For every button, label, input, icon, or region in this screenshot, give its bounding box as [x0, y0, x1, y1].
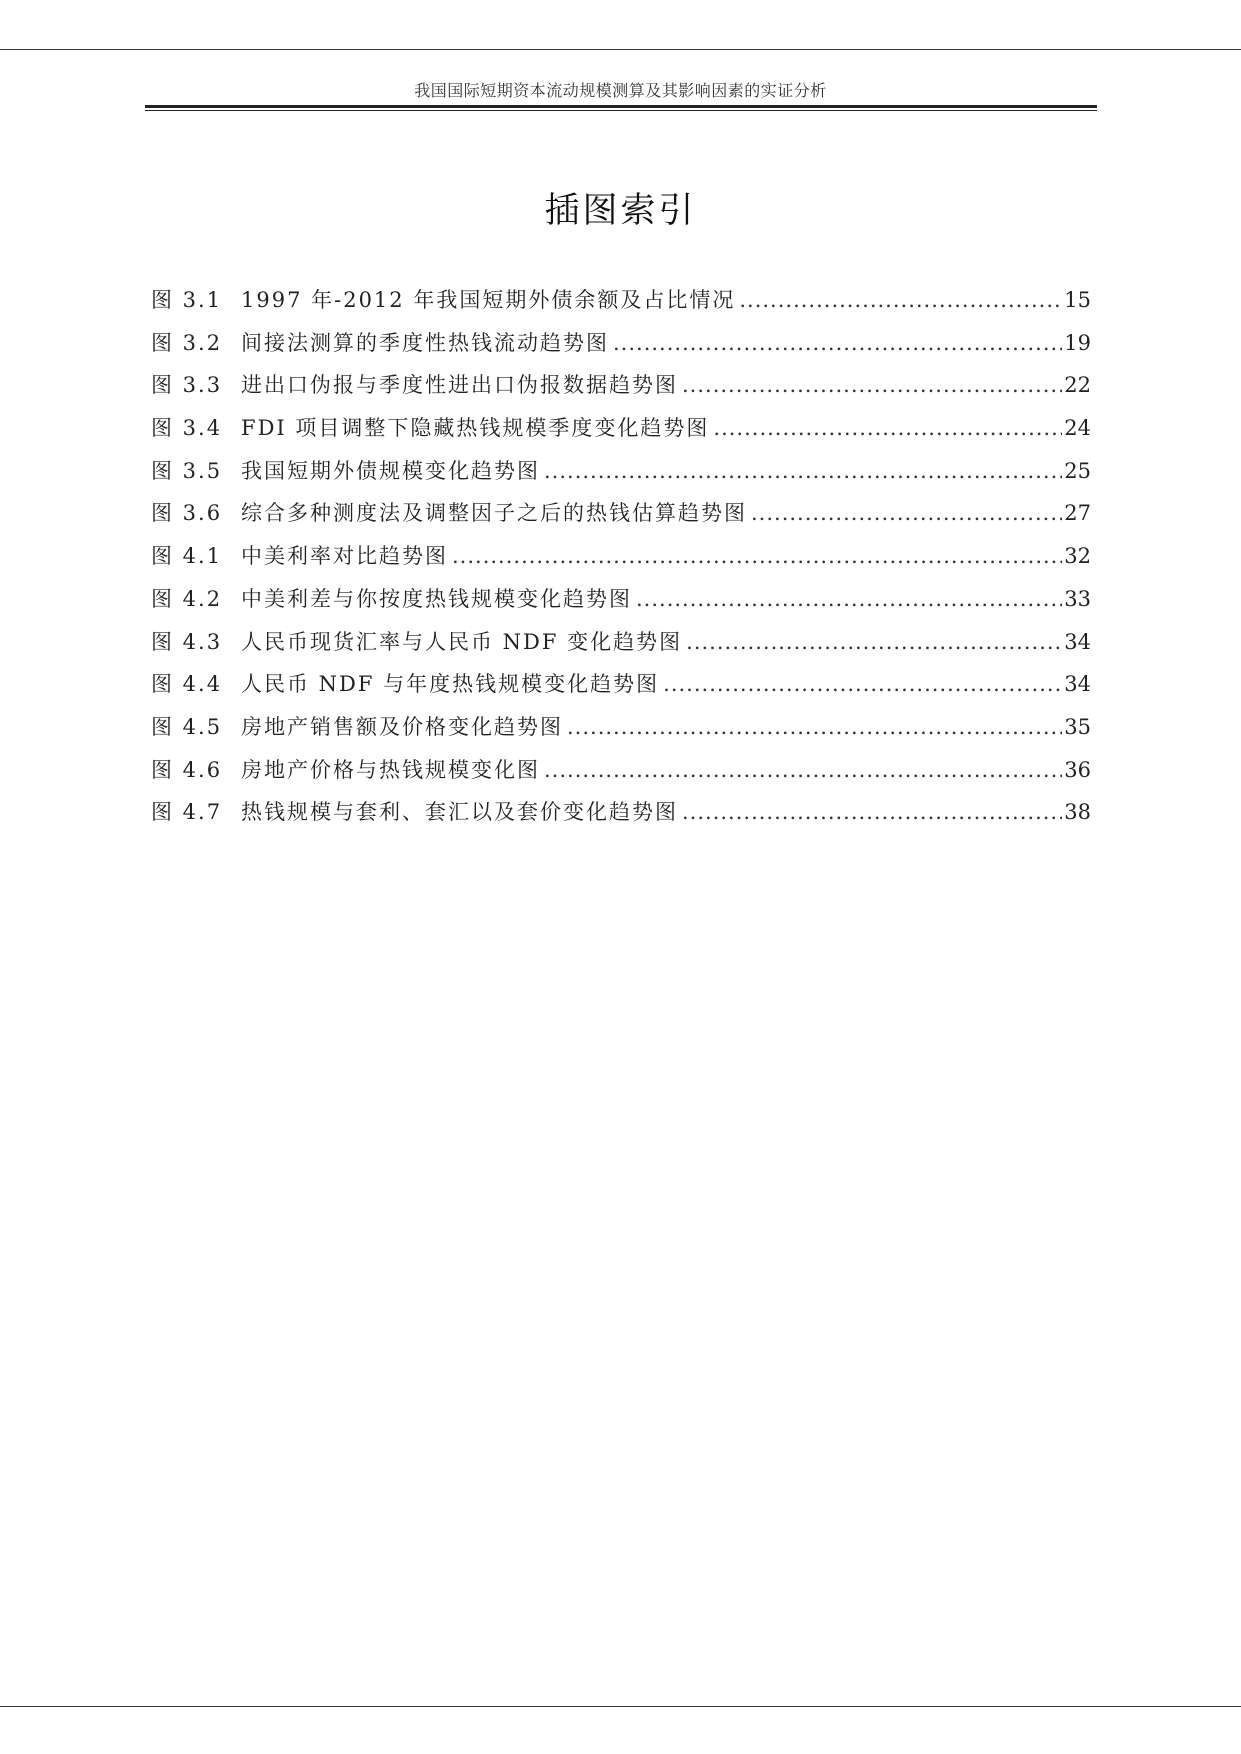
- page-number: 36: [1064, 757, 1091, 782]
- page-number: 22: [1064, 373, 1091, 398]
- figure-caption: 我国短期外债规模变化趋势图: [241, 458, 540, 483]
- figure-index-entry[interactable]: [151, 626, 1091, 669]
- figure-index-entry[interactable]: [151, 412, 1091, 455]
- dot-leader: [452, 544, 1062, 568]
- dot-leader: [613, 331, 1062, 355]
- figure-caption: 间接法测算的季度性热钱流动趋势图: [241, 330, 609, 355]
- figure-number: 图 4.7: [151, 800, 223, 825]
- figure-number: 图 4.5: [151, 714, 223, 739]
- figure-caption: 房地产销售额及价格变化趋势图: [241, 714, 563, 739]
- figure-caption: 进出口伪报与季度性进出口伪报数据趋势图: [241, 373, 678, 398]
- figure-index-entry[interactable]: [151, 455, 1091, 498]
- page-number: 24: [1064, 416, 1091, 441]
- figure-number: 图 3.6: [151, 501, 223, 526]
- figure-index-entry[interactable]: [151, 754, 1091, 797]
- figure-caption: 热钱规模与套利、套汇以及套价变化趋势图: [241, 800, 678, 825]
- figure-index-entry[interactable]: [151, 668, 1091, 711]
- page-title: 插图索引: [544, 191, 697, 231]
- page-number: 34: [1064, 672, 1091, 697]
- figure-index-entry[interactable]: [151, 583, 1091, 626]
- figure-index-entry[interactable]: [151, 497, 1091, 540]
- running-header: 我国国际短期资本流动规模测算及其影响因素的实证分析: [414, 81, 827, 100]
- header-rule-thick: [145, 105, 1097, 108]
- figure-index-entry[interactable]: [151, 327, 1091, 370]
- figure-index-entry[interactable]: [151, 796, 1091, 839]
- figure-caption: 房地产价格与热钱规模变化图: [241, 757, 540, 782]
- header-rule-thin: [145, 110, 1097, 111]
- dot-leader: [567, 715, 1062, 739]
- figure-number: 图 3.5: [151, 458, 223, 483]
- dot-leader: [663, 672, 1062, 696]
- dot-leader: [682, 800, 1062, 824]
- page-number: 32: [1064, 544, 1091, 569]
- page-bottom-edge: [0, 1706, 1241, 1707]
- figure-caption: 综合多种测度法及调整因子之后的热钱估算趋势图: [241, 501, 747, 526]
- figure-caption: 人民币 NDF 与年度热钱规模变化趋势图: [241, 672, 660, 697]
- figure-caption: 人民币现货汇率与人民币 NDF 变化趋势图: [241, 629, 683, 654]
- figure-number: 图 3.3: [151, 373, 223, 398]
- dot-leader: [682, 373, 1062, 397]
- figure-index-list: [151, 284, 1091, 839]
- page-number: 25: [1064, 458, 1091, 483]
- figure-number: 图 4.1: [151, 544, 223, 569]
- figure-number: 图 4.6: [151, 757, 223, 782]
- page-number: 38: [1064, 800, 1091, 825]
- page-number: 19: [1064, 330, 1091, 355]
- figure-caption: 中美利差与你按度热钱规模变化趋势图: [241, 586, 632, 611]
- dot-leader: [739, 288, 1062, 312]
- figure-number: 图 3.2: [151, 330, 223, 355]
- page-number: 35: [1064, 714, 1091, 739]
- figure-caption: 1997 年-2012 年我国短期外债余额及占比情况: [241, 288, 736, 312]
- dot-leader: [751, 501, 1062, 525]
- figure-caption: FDI 项目调整下隐藏热钱规模季度变化趋势图: [241, 416, 710, 441]
- figure-caption: 中美利率对比趋势图: [241, 544, 448, 569]
- page-number: 27: [1064, 501, 1091, 526]
- figure-number: 图 4.2: [151, 586, 223, 611]
- figure-index-entry[interactable]: [151, 369, 1091, 412]
- figure-number: 图 4.3: [151, 629, 223, 654]
- figure-index-entry[interactable]: [151, 284, 1091, 327]
- figure-index-entry[interactable]: [151, 540, 1091, 583]
- page-number: 15: [1064, 288, 1091, 312]
- dot-leader: [686, 630, 1062, 654]
- dot-leader: [636, 587, 1062, 611]
- figure-index-entry[interactable]: [151, 711, 1091, 754]
- figure-number: 图 3.4: [151, 416, 223, 441]
- dot-leader: [713, 416, 1062, 440]
- figure-number: 图 4.4: [151, 672, 223, 697]
- page-number: 34: [1064, 629, 1091, 654]
- page-top-edge: [0, 49, 1241, 50]
- figure-number: 图 3.1: [151, 288, 223, 312]
- dot-leader: [544, 459, 1062, 483]
- dot-leader: [544, 758, 1062, 782]
- page-number: 33: [1064, 586, 1091, 611]
